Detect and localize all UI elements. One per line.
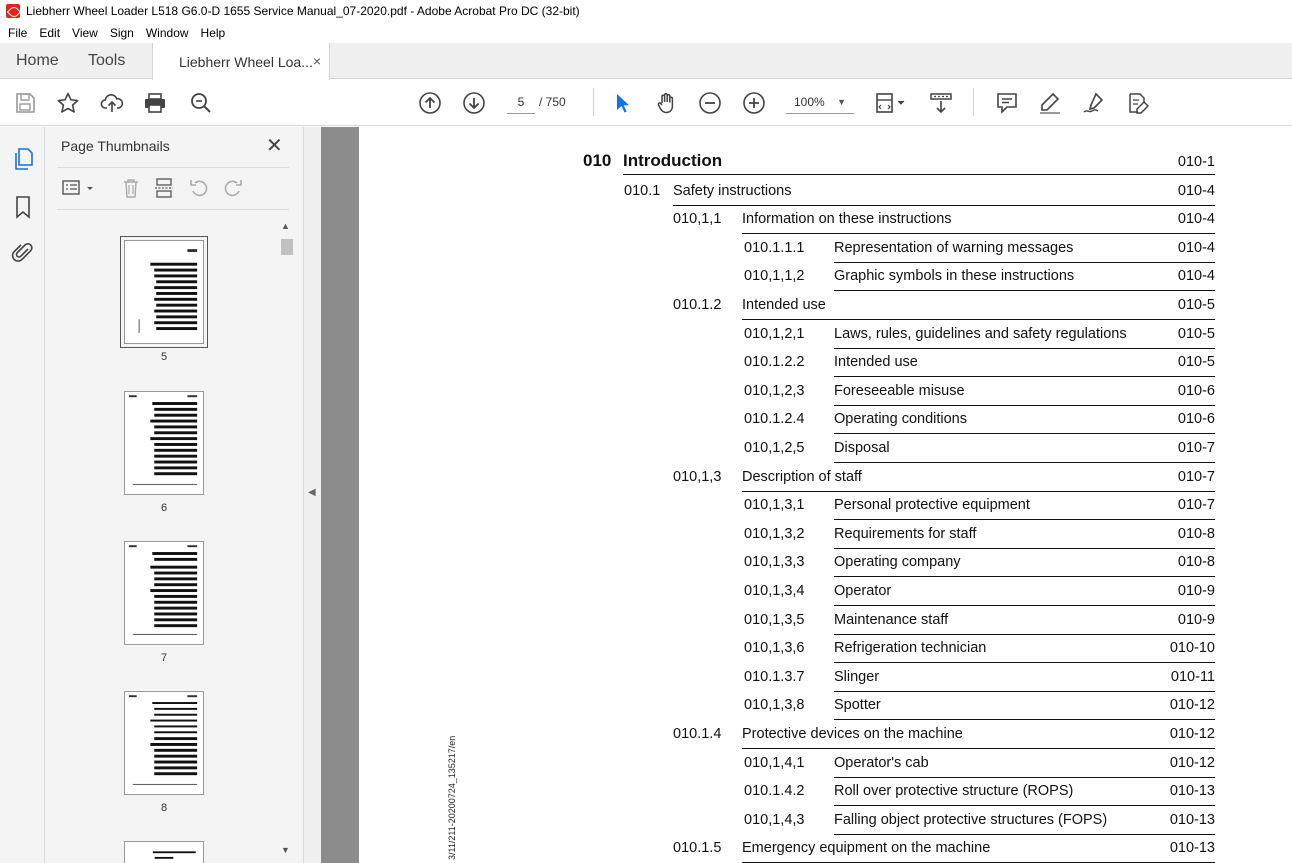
toc-entry-underline — [834, 662, 1215, 663]
toc-entry-number: 010,1,3,4 — [744, 583, 805, 599]
page-number-input[interactable]: 5 — [507, 91, 535, 114]
toc-entry-number: 010,1,3,5 — [744, 611, 805, 628]
toc-entry[interactable] — [359, 780, 1292, 802]
tab-home[interactable]: Home — [16, 52, 59, 69]
bookmark-icon[interactable] — [11, 195, 35, 219]
toc-entry-number: 010.1.2.2 — [744, 354, 805, 371]
toc-entry-page: 010-8 — [1177, 525, 1215, 542]
toc-entry-number: 010,1,3,8 — [744, 697, 805, 714]
toc-entry-page: 010-13 — [1169, 811, 1215, 828]
toc-entry[interactable] — [359, 551, 1292, 573]
window-title: Liebherr Wheel Loader L518 G6.0-D 1655 Service Manual_07-2020.pdf - Adobe Acrobat Pro DC (32-bit) — [26, 4, 580, 18]
toc-entry-underline — [673, 205, 1215, 206]
toc-entry-number: 010.1 — [624, 182, 661, 199]
toc-entry-title: Introduction — [623, 151, 723, 170]
toc-entry-underline — [742, 319, 1215, 320]
toc-entry[interactable] — [359, 694, 1292, 716]
thumbnail-page-label: 6 — [160, 502, 168, 514]
toc-entry-underline — [834, 519, 1215, 520]
divider — [57, 209, 289, 210]
chevron-down-icon: ▼ — [837, 97, 846, 107]
toc-entry-underline — [834, 376, 1215, 377]
toc-entry[interactable] — [359, 237, 1292, 259]
toc-entry-title: Spotter — [834, 697, 881, 714]
toc-entry-title: Emergency equipment on the machine — [742, 840, 991, 857]
toc-entry-underline — [834, 290, 1215, 291]
toc-entry-title: Maintenance staff — [834, 611, 949, 628]
menu-edit[interactable]: Edit — [39, 25, 61, 40]
toc-entry-underline — [834, 262, 1215, 263]
menu-view[interactable]: View — [72, 25, 98, 40]
toc-entry-number: 010 — [583, 151, 612, 170]
thumbnail-panel — [45, 127, 303, 863]
toc-entry-title: Falling object protective structures (FOPS) — [834, 811, 1108, 828]
toc-entry[interactable] — [359, 523, 1292, 545]
thumbnail-page-label: 7 — [160, 652, 168, 664]
toc-entry[interactable] — [359, 265, 1292, 287]
toc-entry-number: 010,1,3,1 — [744, 497, 805, 514]
toc-entry-number: 010,1,2,5 — [744, 440, 805, 456]
star-icon[interactable] — [56, 91, 80, 115]
page-thumbnail[interactable] — [124, 841, 204, 863]
toc-entry-page: 010-4 — [1177, 211, 1215, 228]
acrobat-logo-icon — [6, 4, 20, 18]
toc-entry-number: 010.1.4.2 — [744, 783, 805, 800]
scroll-mode-icon[interactable] — [929, 91, 953, 115]
zoom-value: 100% — [794, 95, 825, 109]
toc-entry-page: 010-7 — [1177, 440, 1215, 456]
toc-entry-underline — [834, 433, 1215, 434]
toc-entry-number: 010.1.5 — [673, 840, 722, 857]
scrollbar-thumb[interactable] — [281, 239, 293, 255]
toc-entry-page: 010-5 — [1177, 325, 1215, 342]
toc-entry-number: 010,1,1,2 — [744, 268, 805, 285]
page-down-icon[interactable] — [462, 91, 486, 115]
toc-entry-title: Requirements for staff — [834, 525, 977, 542]
toc-entry-underline — [834, 834, 1215, 835]
page-thumbnail[interactable] — [124, 541, 204, 645]
toc-entry[interactable] — [359, 380, 1292, 402]
toc-entry-title: Laws, rules, guidelines and safety regulations — [834, 325, 1127, 342]
toc-entry-page: 010-11 — [1170, 668, 1215, 685]
toc-entry-title: Personal protective equipment — [834, 497, 1030, 514]
zoom-out-icon[interactable] — [698, 91, 722, 115]
toc-entry[interactable] — [359, 408, 1292, 430]
toc-entry-underline — [742, 233, 1215, 234]
toc-entry-page: 010-8 — [1177, 554, 1215, 571]
comment-icon[interactable] — [995, 91, 1019, 115]
toc-entry-title: Graphic symbols in these instructions — [834, 268, 1075, 285]
toc-entry-title: Intended use — [742, 297, 826, 313]
page-thumbnail[interactable] — [124, 240, 204, 344]
tab-document-label: Liebherr Wheel Loa... — [179, 53, 313, 70]
divider — [57, 167, 289, 168]
toc-entry-page: 010-4 — [1177, 239, 1215, 256]
panel-splitter[interactable] — [303, 127, 321, 863]
toc-entry[interactable] — [359, 580, 1292, 602]
toc-entry-number: 010,1,4,3 — [744, 811, 805, 828]
toc-entry-title: Safety instructions — [673, 182, 792, 199]
toc-entry-page: 010-10 — [1169, 640, 1215, 657]
toc-entry-underline — [834, 405, 1215, 406]
toc-entry-page: 010-4 — [1177, 268, 1215, 285]
select-pointer-icon[interactable] — [610, 91, 634, 115]
toc-entry-page: 010-13 — [1169, 840, 1215, 857]
toc-entry-page: 010-4 — [1177, 182, 1215, 199]
title-bar — [0, 0, 1292, 22]
trash-icon[interactable] — [120, 177, 142, 199]
toc-entry-underline — [742, 491, 1215, 492]
toc-entry[interactable] — [359, 609, 1292, 631]
toolbar-separator — [973, 88, 974, 116]
page-thumbnail[interactable] — [124, 391, 204, 495]
toc-entry[interactable] — [359, 837, 1292, 859]
page-side-code: 3/11/211-20200724_135217/en — [447, 735, 457, 860]
toc-entry[interactable] — [359, 666, 1292, 688]
chevron-up-icon[interactable]: ▲ — [281, 221, 290, 231]
zoom-in-icon[interactable] — [742, 91, 766, 115]
toc-entry-title: Information on these instructions — [742, 211, 952, 228]
toc-entry-page: 010-6 — [1177, 382, 1215, 399]
chevron-down-icon[interactable]: ▼ — [281, 845, 290, 855]
page-total: / 750 — [539, 95, 566, 109]
toc-entry-number: 010.1.1.1 — [744, 239, 805, 256]
toc-entry-number: 010.1.2.4 — [744, 411, 805, 428]
toc-entry-number: 010,1,1 — [673, 211, 722, 228]
rotate-left-icon[interactable] — [188, 177, 210, 199]
toc-entry-title: Operator's cab — [834, 754, 929, 771]
toc-entry[interactable] — [359, 494, 1292, 516]
toc-entry-underline — [834, 777, 1215, 778]
toc-entry[interactable] — [359, 151, 1292, 173]
page-fit-icon[interactable] — [874, 91, 908, 115]
toc-entry[interactable] — [359, 809, 1292, 831]
left-rail — [0, 127, 45, 863]
menu-file[interactable]: File — [8, 25, 28, 40]
print-icon[interactable] — [143, 91, 167, 115]
rotate-right-icon[interactable] — [222, 177, 244, 199]
thumbnail-scrollbar[interactable] — [279, 221, 293, 863]
toc-entry-page: 010-5 — [1177, 354, 1215, 371]
toc-entry-underline — [834, 634, 1215, 635]
attachment-icon[interactable] — [11, 240, 35, 264]
toc-entry-page: 010-12 — [1169, 697, 1215, 714]
toc-entry[interactable] — [359, 323, 1292, 345]
options-menu-icon[interactable] — [61, 177, 95, 199]
toc-entry-title: Roll over protective structure (ROPS) — [834, 783, 1074, 800]
toc-entry[interactable] — [359, 723, 1292, 745]
menu-bar — [0, 22, 1292, 43]
toc-entry-number: 010,1,3 — [673, 468, 722, 485]
zoom-select[interactable] — [786, 91, 854, 114]
toc-entry-page: 010-13 — [1169, 783, 1215, 800]
toc-entry-page: 010-9 — [1177, 611, 1215, 628]
page-thumbnails-icon[interactable] — [11, 147, 35, 171]
tab-document[interactable] — [152, 43, 330, 80]
toc-entry[interactable] — [359, 351, 1292, 373]
toc-entry-number: 010,1,3,3 — [744, 554, 805, 571]
toc-entry-page: 010-12 — [1169, 754, 1215, 771]
toc-entry-underline — [834, 805, 1215, 806]
toc-entry-page: 010-5 — [1177, 297, 1215, 313]
toc-entry-underline — [834, 719, 1215, 720]
toc-entry-title: Operating company — [834, 554, 961, 571]
toc-entry[interactable] — [359, 208, 1292, 230]
toc-entry-title: Refrigeration technician — [834, 640, 987, 657]
toc-entry[interactable] — [359, 637, 1292, 659]
toc-entry-title: Operator — [834, 583, 892, 599]
menu-window[interactable]: Window — [145, 25, 189, 40]
close-icon[interactable]: ✕ — [266, 135, 283, 157]
toc-entry-underline — [834, 348, 1215, 349]
upload-icon[interactable] — [100, 91, 124, 115]
toc-entry-page: 010-6 — [1177, 411, 1215, 428]
main-toolbar — [0, 80, 1292, 126]
sign-icon[interactable] — [1082, 91, 1106, 115]
toc-entry[interactable] — [359, 180, 1292, 202]
toc-entry-underline — [834, 576, 1215, 577]
page-up-icon[interactable] — [418, 91, 442, 115]
toc-entry[interactable] — [359, 752, 1292, 774]
insert-pages-icon[interactable] — [153, 177, 175, 199]
save-icon[interactable] — [13, 91, 37, 115]
toc-entry-underline — [834, 605, 1215, 606]
toc-entry-page: 010-9 — [1177, 583, 1215, 599]
toc-entry-title: Slinger — [834, 668, 880, 685]
toc-entry-number: 010,1,2,1 — [744, 325, 805, 342]
hand-icon[interactable] — [654, 91, 678, 115]
document-viewer[interactable] — [321, 127, 1292, 863]
highlight-icon[interactable] — [1038, 91, 1062, 115]
search-zoom-icon[interactable] — [189, 91, 213, 115]
toc-entry-title: Representation of warning messages — [834, 239, 1074, 256]
tab-close-icon[interactable]: × — [312, 53, 321, 69]
menu-sign[interactable]: Sign — [109, 25, 134, 40]
thumbnail-page-label: 5 — [160, 351, 168, 363]
toc-entry-number: 010,1,3,6 — [744, 640, 805, 657]
tab-bar — [0, 43, 1292, 79]
toc-entry[interactable] — [359, 437, 1292, 459]
thumbnail-toolbar — [45, 175, 303, 203]
toc-entry-number: 010,1,4,1 — [744, 754, 805, 771]
toc-entry[interactable] — [359, 466, 1292, 488]
pdf-page — [359, 127, 1292, 863]
toc-entry-title: Description of staff — [742, 468, 862, 485]
panel-title: Page Thumbnails — [61, 138, 170, 154]
toc-entry-page: 010-12 — [1169, 726, 1215, 742]
toc-entry-page: 010-1 — [1177, 154, 1215, 170]
toc-entry-underline — [834, 691, 1215, 692]
toc-entry-underline — [742, 748, 1215, 749]
collapse-panel-icon[interactable]: ◀ — [308, 487, 316, 498]
page-thumbnail[interactable] — [124, 691, 204, 795]
edit-pdf-icon[interactable] — [1126, 91, 1150, 115]
thumbnail-page-label: 8 — [160, 802, 168, 814]
toolbar-separator — [593, 88, 594, 116]
toc-entry-title: Operating conditions — [834, 411, 967, 428]
toc-entry-page: 010-7 — [1177, 468, 1215, 485]
toc-entry-title: Foreseeable misuse — [834, 382, 965, 399]
toc-entry[interactable] — [359, 294, 1292, 316]
toc-entry-page: 010-7 — [1177, 497, 1215, 514]
toc-entry-underline — [834, 462, 1215, 463]
toc-entry-underline — [834, 548, 1215, 549]
toc-entry-title: Protective devices on the machine — [742, 726, 963, 742]
toc-entry-number: 010.1.3.7 — [744, 668, 805, 685]
toc-entry-number: 010,1,3,2 — [744, 525, 805, 542]
menu-help[interactable]: Help — [200, 25, 226, 40]
toc-entry-number: 010.1.2 — [673, 297, 722, 313]
toc-entry-number: 010.1.4 — [673, 726, 722, 742]
toc-entry-number: 010,1,2,3 — [744, 382, 805, 399]
tab-tools[interactable]: Tools — [88, 52, 126, 69]
toc-entry-underline — [623, 174, 1215, 175]
toc-entry-title: Intended use — [834, 354, 918, 371]
toc-entry-title: Disposal — [834, 440, 890, 456]
